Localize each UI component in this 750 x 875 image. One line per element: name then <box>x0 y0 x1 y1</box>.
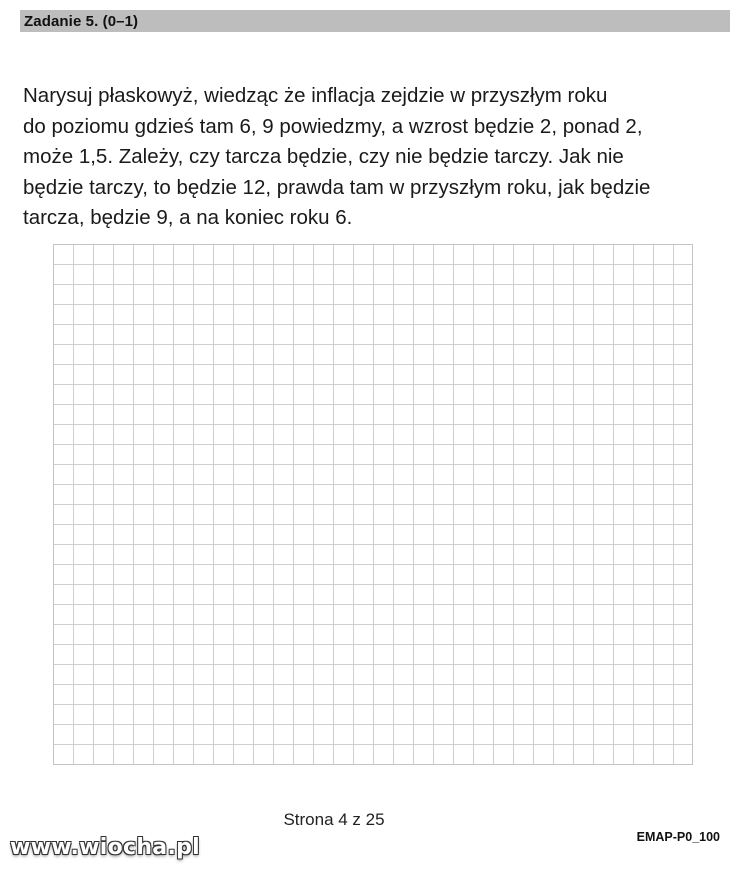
task-line: do poziomu gdzieś tam 6, 9 powiedzmy, a wzrost będzie 2, ponad 2, <box>23 114 643 138</box>
answer-grid[interactable] <box>53 244 693 765</box>
watermark: www.wiocha.pl <box>10 835 200 860</box>
page-number: Strona 4 z 25 <box>283 810 385 829</box>
document-code: EMAP-P0_100 <box>636 830 720 844</box>
task-line: będzie tarczy, to będzie 12, prawda tam w przyszłym roku, jak będzie <box>23 175 651 199</box>
task-description <box>23 81 733 234</box>
task-header-bar <box>20 10 730 32</box>
task-line: może 1,5. Zależy, czy tarcza będzie, czy nie będzie tarczy. Jak nie <box>23 145 624 168</box>
task-header-title: Zadanie 5. (0–1) <box>24 13 139 30</box>
task-line: tarcza, będzie 9, a na koniec roku 6. <box>23 206 353 229</box>
task-line: Narysuj płaskowyż, wiedząc że inflacja zejdzie w przyszłym roku <box>23 84 608 107</box>
